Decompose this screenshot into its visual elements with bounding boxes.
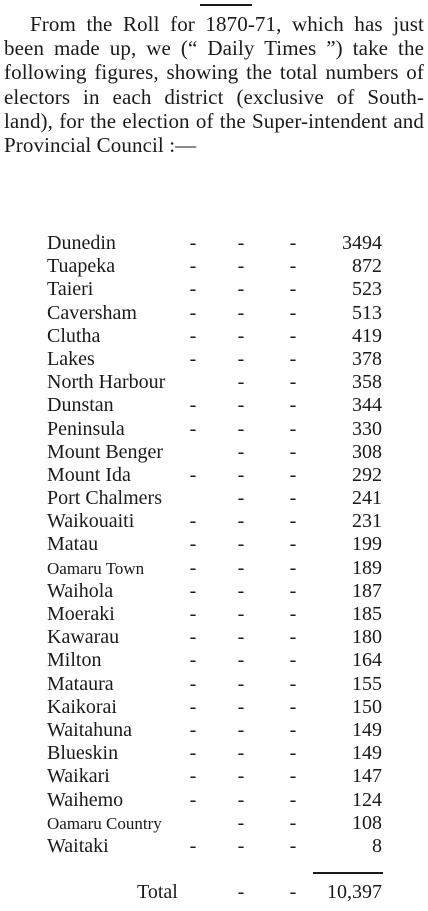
table-row <box>0 580 428 603</box>
district-name: Waihemo <box>47 788 124 811</box>
leader-dash: - <box>289 347 297 370</box>
leader-dash: - <box>189 255 197 278</box>
district-name: Mataura <box>47 672 114 695</box>
header-rule <box>200 4 252 6</box>
elector-count: 523 <box>352 278 382 301</box>
district-name: Lakes <box>47 347 95 370</box>
table-row <box>0 394 428 417</box>
elector-count: 185 <box>352 603 382 625</box>
district-name: Moeraki <box>47 603 115 625</box>
district-name: Dunstan <box>47 394 114 417</box>
elector-count: 149 <box>352 742 382 765</box>
sum-rule <box>313 872 383 874</box>
elector-count: 147 <box>352 765 382 788</box>
elector-count: 180 <box>352 626 382 649</box>
elector-count: 513 <box>352 301 382 324</box>
leader-dash: - <box>237 347 245 370</box>
leader-dash: - <box>289 301 297 324</box>
leader-dash: - <box>189 788 197 811</box>
table-row <box>0 557 428 580</box>
elector-count: 8 <box>372 834 382 857</box>
leader-dash: - <box>237 579 245 602</box>
leader-dash: - <box>289 603 297 625</box>
elector-count: 3494 <box>342 232 382 254</box>
table-row <box>0 371 428 394</box>
district-name: Waitaki <box>47 834 109 857</box>
elector-count: 292 <box>352 463 382 486</box>
elector-count: 378 <box>352 347 382 370</box>
leader-dash: - <box>289 440 297 463</box>
table-row <box>0 626 428 649</box>
leader-dash: - <box>189 533 197 556</box>
district-name: Blueskin <box>47 742 119 765</box>
leader-dash: - <box>189 742 197 765</box>
leader-dash: - <box>289 533 297 556</box>
leader-dash: - <box>189 603 197 625</box>
elector-count: 241 <box>352 487 382 510</box>
leader-dash: - <box>237 811 245 834</box>
elector-count: 344 <box>352 394 382 417</box>
table-row <box>0 789 428 812</box>
leader-dash: - <box>189 301 197 324</box>
leader-dash: - <box>289 417 297 440</box>
elector-count: 108 <box>352 811 382 834</box>
leader-dash: - <box>189 394 197 417</box>
table-row <box>0 649 428 672</box>
district-name: Waihola <box>47 579 114 602</box>
leader-dash: - <box>289 672 297 695</box>
electors-table <box>0 232 428 858</box>
leader-dash: - <box>237 278 245 301</box>
district-name: Waitahuna <box>47 718 133 741</box>
elector-count: 308 <box>352 440 382 463</box>
leader-dash: - <box>189 649 197 672</box>
district-name: Tuapeka <box>47 255 116 278</box>
leader-dash: - <box>189 556 197 579</box>
leader-dash: - <box>189 672 197 695</box>
leader-dash: - <box>189 463 197 486</box>
district-name: Waikari <box>47 765 110 788</box>
leader-dash: - <box>189 232 197 254</box>
table-row <box>0 719 428 742</box>
intro-paragraph: From the Roll for 1870-71, which has just been made up, we (“ Daily Times ”) take the following figures, showing the total numbers of electors in each district (exclusive of South-land), for the election of the Super-intendent and Provincial Council :— <box>4 12 424 158</box>
district-name: Peninsula <box>47 417 125 440</box>
table-row <box>0 302 428 325</box>
table-row <box>0 603 428 626</box>
leader-dash: - <box>289 834 297 857</box>
elector-count: 150 <box>352 695 382 718</box>
table-row <box>0 348 428 371</box>
leader-dash: - <box>237 788 245 811</box>
total-value: 10,397 <box>327 881 382 903</box>
table-row <box>0 441 428 464</box>
table-row <box>0 835 428 858</box>
leader-dash: - <box>289 394 297 417</box>
table-row <box>0 418 428 441</box>
leader-dash: - <box>237 742 245 765</box>
leader-dash: - <box>289 232 297 254</box>
leader-dash: - <box>289 649 297 672</box>
elector-count: 358 <box>352 371 382 394</box>
elector-count: 124 <box>352 788 382 811</box>
leader-dash: - <box>237 301 245 324</box>
district-name: North Harbour <box>47 371 166 394</box>
leader-dash: - <box>237 417 245 440</box>
leader-dash: - <box>237 649 245 672</box>
leader-dash: - <box>237 487 245 510</box>
leader-dash: - <box>189 324 197 347</box>
leader-dash: - <box>289 324 297 347</box>
elector-count: 199 <box>352 533 382 556</box>
leader-dash: - <box>237 371 245 394</box>
leader-dash: - <box>237 324 245 347</box>
table-row <box>0 255 428 278</box>
leader-dash: - <box>237 533 245 556</box>
leader-dash: - <box>237 695 245 718</box>
table-row <box>0 533 428 556</box>
leader-dash: - <box>289 371 297 394</box>
table-row <box>0 673 428 696</box>
district-name: Port Chalmers <box>47 487 162 510</box>
elector-count: 231 <box>352 510 382 533</box>
leader-dash: - <box>289 742 297 765</box>
leader-dash: - <box>189 695 197 718</box>
elector-count: 189 <box>352 556 382 579</box>
leader-dash: - <box>289 278 297 301</box>
district-name: Caversham <box>47 301 137 324</box>
table-row <box>0 510 428 533</box>
table-row <box>0 812 428 835</box>
table-row <box>0 742 428 765</box>
table-row <box>0 325 428 348</box>
table-row <box>0 696 428 719</box>
leader-dash: - <box>289 811 297 834</box>
district-name: Kaikorai <box>47 695 117 718</box>
leader-dash: - <box>237 626 245 649</box>
leader-dash: - <box>189 417 197 440</box>
leader-dash: - <box>289 579 297 602</box>
total-label: Total <box>137 881 178 903</box>
leader-dash: - <box>237 556 245 579</box>
leader-dash: - <box>289 510 297 533</box>
elector-count: 164 <box>352 649 382 672</box>
district-name: Kawarau <box>47 626 120 649</box>
table-row <box>0 278 428 301</box>
leader-dash: - <box>237 510 245 533</box>
leader-dash: - <box>189 510 197 533</box>
leader-dash: - <box>237 672 245 695</box>
leader-dash: - <box>289 788 297 811</box>
leader-dash: - <box>237 232 245 254</box>
leader-dash: - <box>189 347 197 370</box>
leader-dash: - <box>289 556 297 579</box>
leader-dash: - <box>189 718 197 741</box>
total-row <box>0 879 428 905</box>
leader-dash: - <box>289 718 297 741</box>
district-name: Oamaru Country <box>47 813 162 833</box>
district-name: Waikouaiti <box>47 510 135 533</box>
leader-dash: - <box>237 463 245 486</box>
leader-dash: - <box>237 394 245 417</box>
table-row <box>0 487 428 510</box>
elector-count: 155 <box>352 672 382 695</box>
elector-count: 330 <box>352 417 382 440</box>
district-name: Dunedin <box>47 232 116 254</box>
table-row <box>0 464 428 487</box>
elector-count: 149 <box>352 718 382 741</box>
leader-dash: - <box>237 718 245 741</box>
elector-count: 419 <box>352 324 382 347</box>
elector-count: 187 <box>352 579 382 602</box>
leader-dash: - <box>189 626 197 649</box>
leader-dash: - <box>189 834 197 857</box>
leader-dash: - <box>237 255 245 278</box>
leader-dash: - <box>289 255 297 278</box>
table-row <box>0 232 428 255</box>
leader-dash: - <box>237 834 245 857</box>
district-name: Oamaru Town <box>47 558 145 578</box>
leader-dash: - <box>289 626 297 649</box>
district-name: Mount Ida <box>47 463 131 486</box>
leader-dash: - <box>189 765 197 788</box>
leader-dash: - <box>289 695 297 718</box>
leader-dash: - <box>237 881 245 903</box>
district-name: Clutha <box>47 324 101 347</box>
leader-dash: - <box>289 765 297 788</box>
leader-dash: - <box>289 881 297 903</box>
district-name: Matau <box>47 533 99 556</box>
leader-dash: - <box>289 487 297 510</box>
table-row <box>0 765 428 788</box>
district-name: Taieri <box>47 278 94 301</box>
leader-dash: - <box>189 278 197 301</box>
elector-count: 872 <box>352 255 382 278</box>
leader-dash: - <box>289 463 297 486</box>
district-name: Milton <box>47 649 102 672</box>
district-name: Mount Benger <box>47 440 164 463</box>
leader-dash: - <box>237 765 245 788</box>
leader-dash: - <box>237 440 245 463</box>
leader-dash: - <box>189 579 197 602</box>
leader-dash: - <box>237 603 245 625</box>
